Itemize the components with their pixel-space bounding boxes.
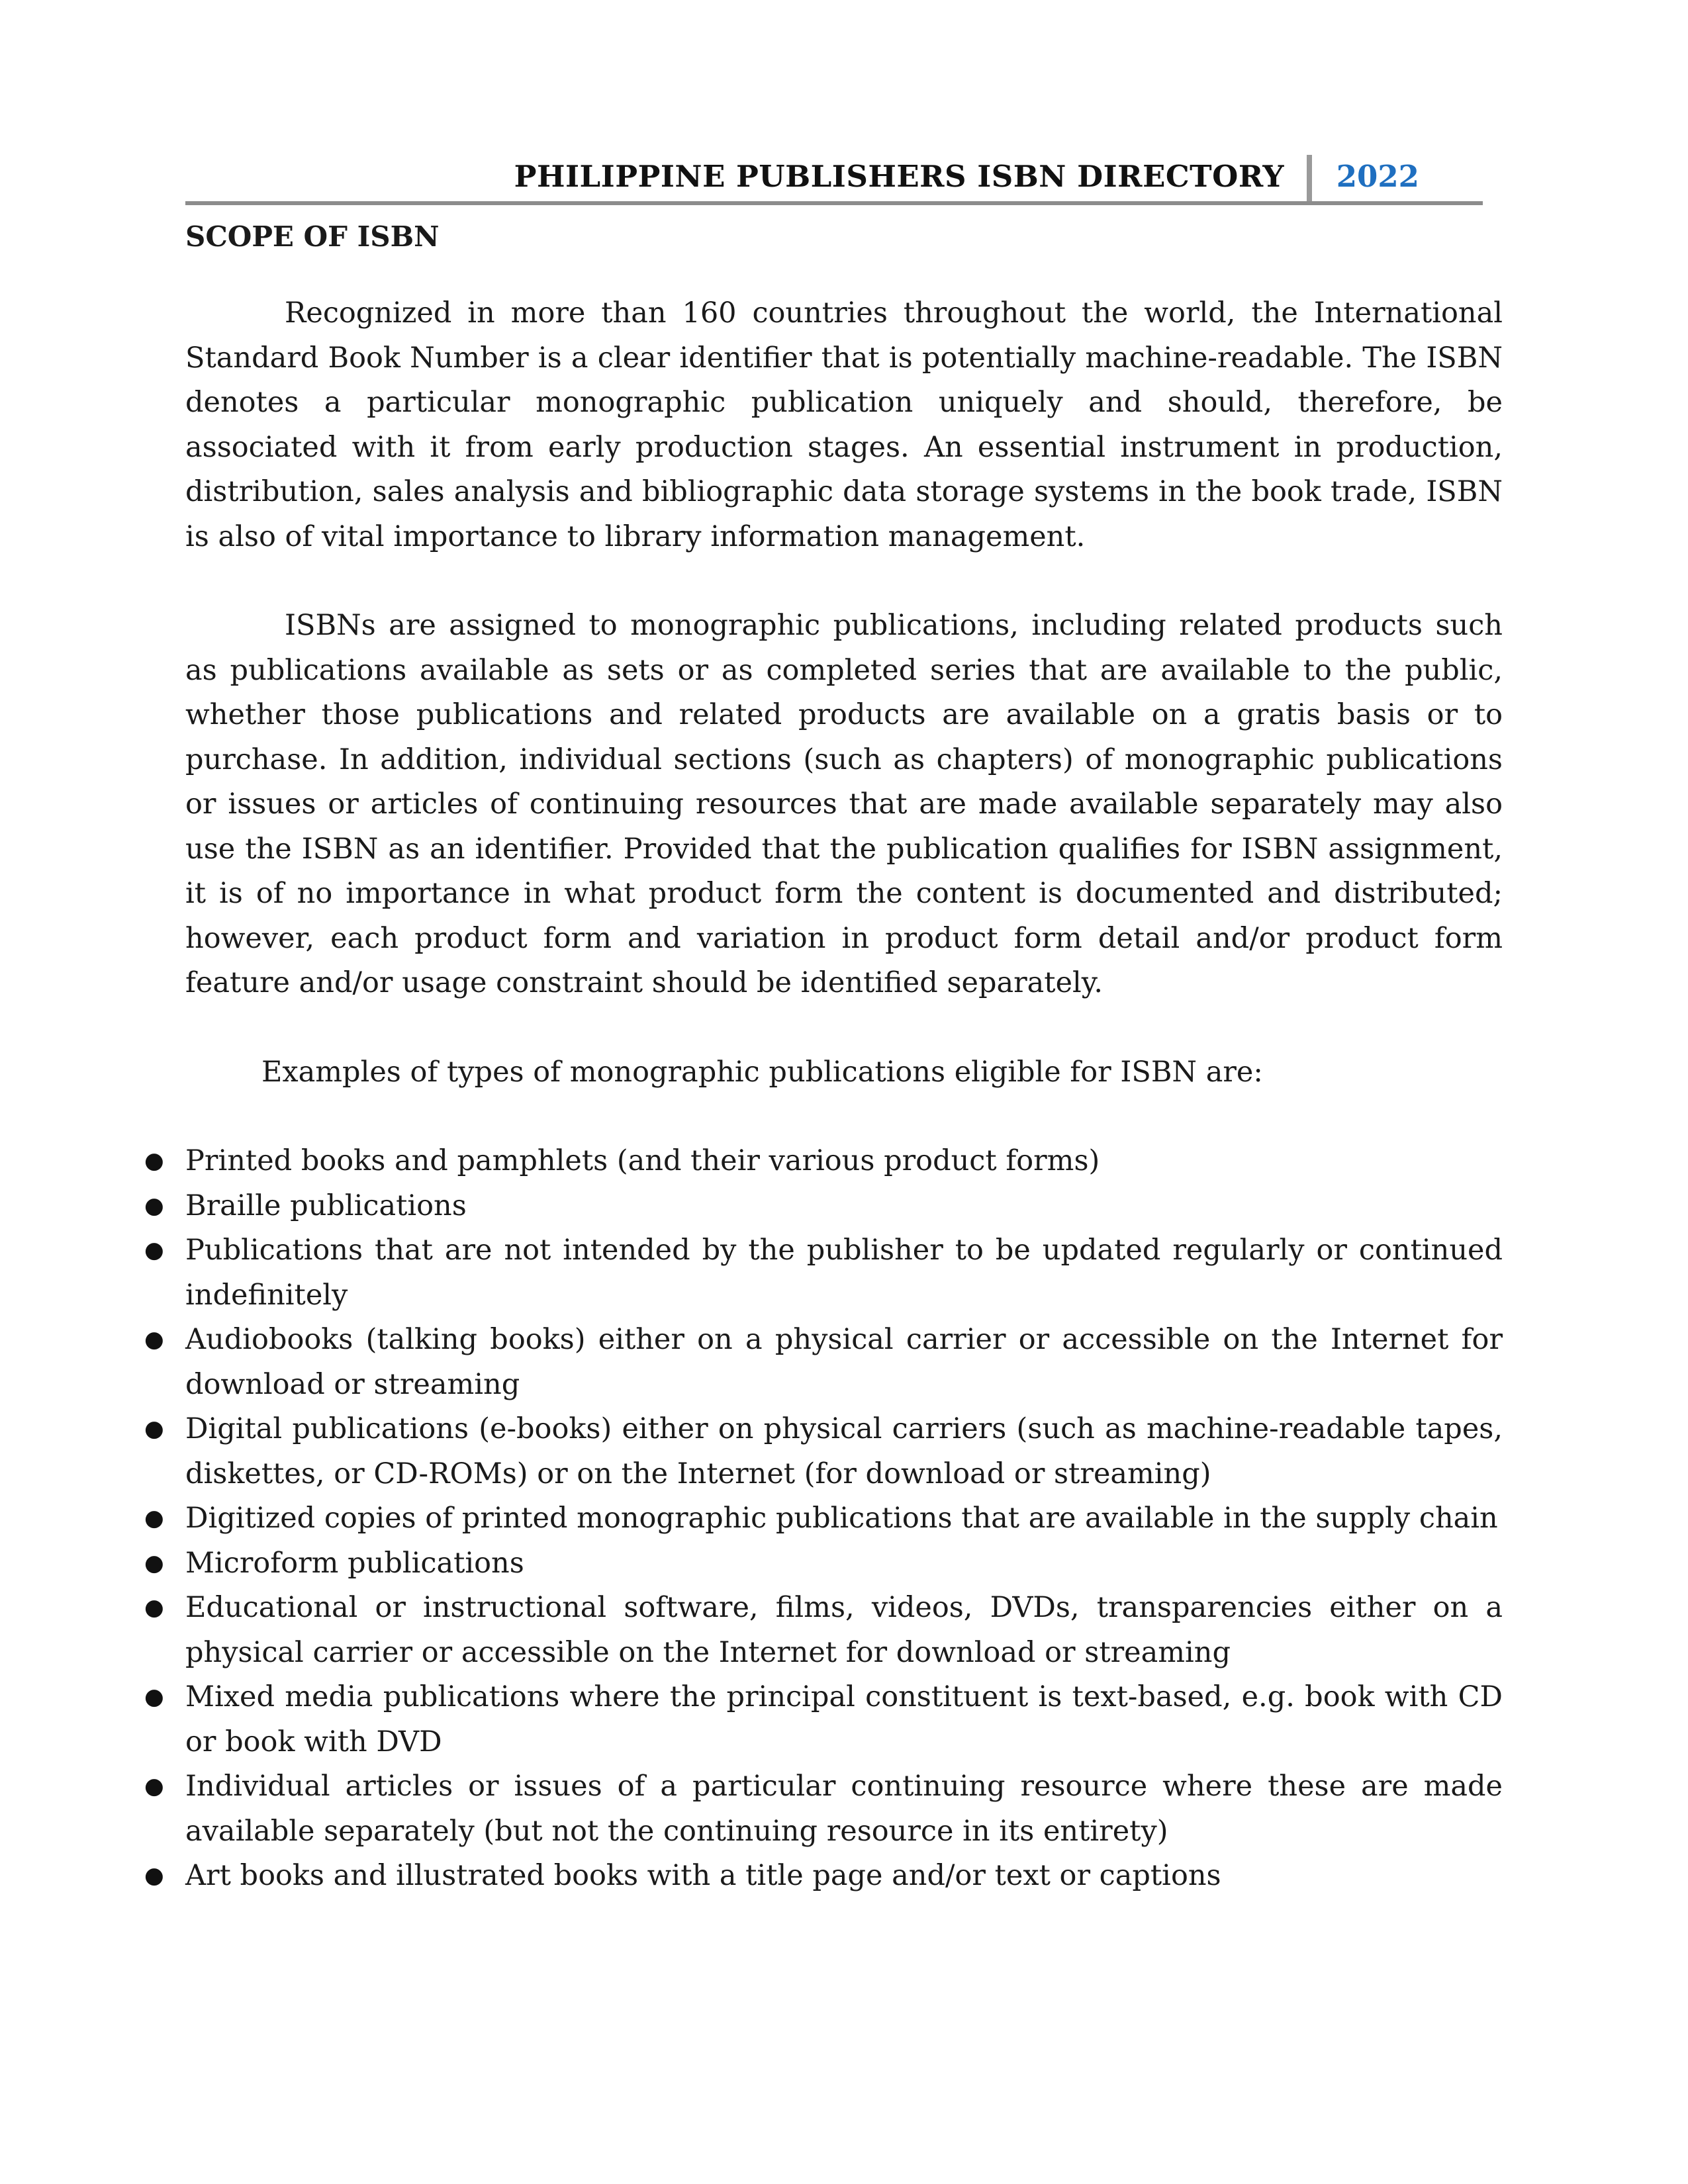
- bullet-icon: ●: [144, 1237, 164, 1263]
- examples-intro: Examples of types of monographic publications eligible for ISBN are:: [261, 1055, 1263, 1089]
- list-item: [144, 1139, 1503, 1184]
- list-item: [144, 1407, 1503, 1496]
- paragraph-intro: Recognized in more than 160 countries throughout the world, the International Standard Book Number is a clear identifier that is potentially machine-readable. The ISBN denotes a particular monographic publication uniquely and should, therefore, be associated with it from early production stages. An essential instrument in production, distribution, sales analysis and bibliographic data storage systems in the book trade, ISBN is also of vital importance to library information management.: [185, 296, 1503, 553]
- list-item: [144, 1228, 1503, 1318]
- bullet-icon: ●: [144, 1192, 164, 1219]
- paragraph-assignment: ISBNs are assigned to monographic publications, including related products such as publications available as sets or as completed series that are available to the public, whether those publications and related products are available on a gratis basis or to purchase. In addition, individual sections (such as chapters) of monographic publications or issues or articles of continuing resources that are made available separately may also use the ISBN as an identifier. Provided that the publication qualifies for ISBN assignment, it is of no importance in what product form the content is documented and distributed; however, each product form and variation in product form detail and/or product form feature and/or usage constraint should be identified separately.: [185, 609, 1503, 999]
- header-separator: [1307, 155, 1312, 204]
- list-item-text: Individual articles or issues of a particular continuing resource where these are made available separately (but not the continuing resource in its entirety): [185, 1770, 1503, 1848]
- list-item-text: Art books and illustrated books with a title page and/or text or captions: [185, 1859, 1221, 1892]
- bullet-icon: ●: [144, 1326, 164, 1353]
- bullet-icon: ●: [144, 1594, 164, 1621]
- section-title: SCOPE OF ISBN: [185, 220, 440, 253]
- list-item-text: Mixed media publications where the principal constituent is text-based, e.g. book with CD or book with DVD: [185, 1680, 1503, 1758]
- list-item: [144, 1675, 1503, 1764]
- list-item-text: Braille publications: [185, 1189, 467, 1222]
- bullet-icon: ●: [144, 1549, 164, 1576]
- bullet-icon: ●: [144, 1773, 164, 1799]
- list-item: [144, 1318, 1503, 1407]
- list-item: [144, 1541, 1503, 1586]
- list-item-text: Printed books and pamphlets (and their various product forms): [185, 1144, 1100, 1177]
- list-item-text: Audiobooks (talking books) either on a physical carrier or accessible on the Internet for download or streaming: [185, 1323, 1503, 1401]
- list-item: [144, 1586, 1503, 1675]
- list-item-text: Educational or instructional software, films, videos, DVDs, transparencies either on a physical carrier or accessible on the Internet for download or streaming: [185, 1591, 1503, 1669]
- bullet-icon: ●: [144, 1416, 164, 1442]
- page-header: [185, 155, 1483, 208]
- bullet-icon: ●: [144, 1684, 164, 1710]
- bullet-icon: ●: [144, 1148, 164, 1174]
- header-year: 2022: [1336, 159, 1419, 194]
- list-item: [144, 1764, 1503, 1854]
- bullet-icon: ●: [144, 1862, 164, 1889]
- examples-list: [144, 1139, 1503, 1899]
- header-rule: [185, 201, 1483, 205]
- list-item-text: Digitized copies of printed monographic publications that are available in the supply chain: [185, 1502, 1498, 1535]
- list-item-text: Microform publications: [185, 1546, 524, 1580]
- list-item: [144, 1496, 1503, 1541]
- bullet-icon: ●: [144, 1505, 164, 1531]
- list-item: [144, 1184, 1503, 1229]
- list-item-text: Digital publications (e-books) either on physical carriers (such as machine-readable tapes, diskettes, or CD-ROMs) or on the Internet (for download or streaming): [185, 1412, 1503, 1490]
- header-title: PHILIPPINE PUBLISHERS ISBN DIRECTORY: [514, 159, 1284, 194]
- list-item: [144, 1854, 1503, 1899]
- list-item-text: Publications that are not intended by the publisher to be updated regularly or continued indefinitely: [185, 1234, 1503, 1312]
- page-content: [144, 218, 1503, 1899]
